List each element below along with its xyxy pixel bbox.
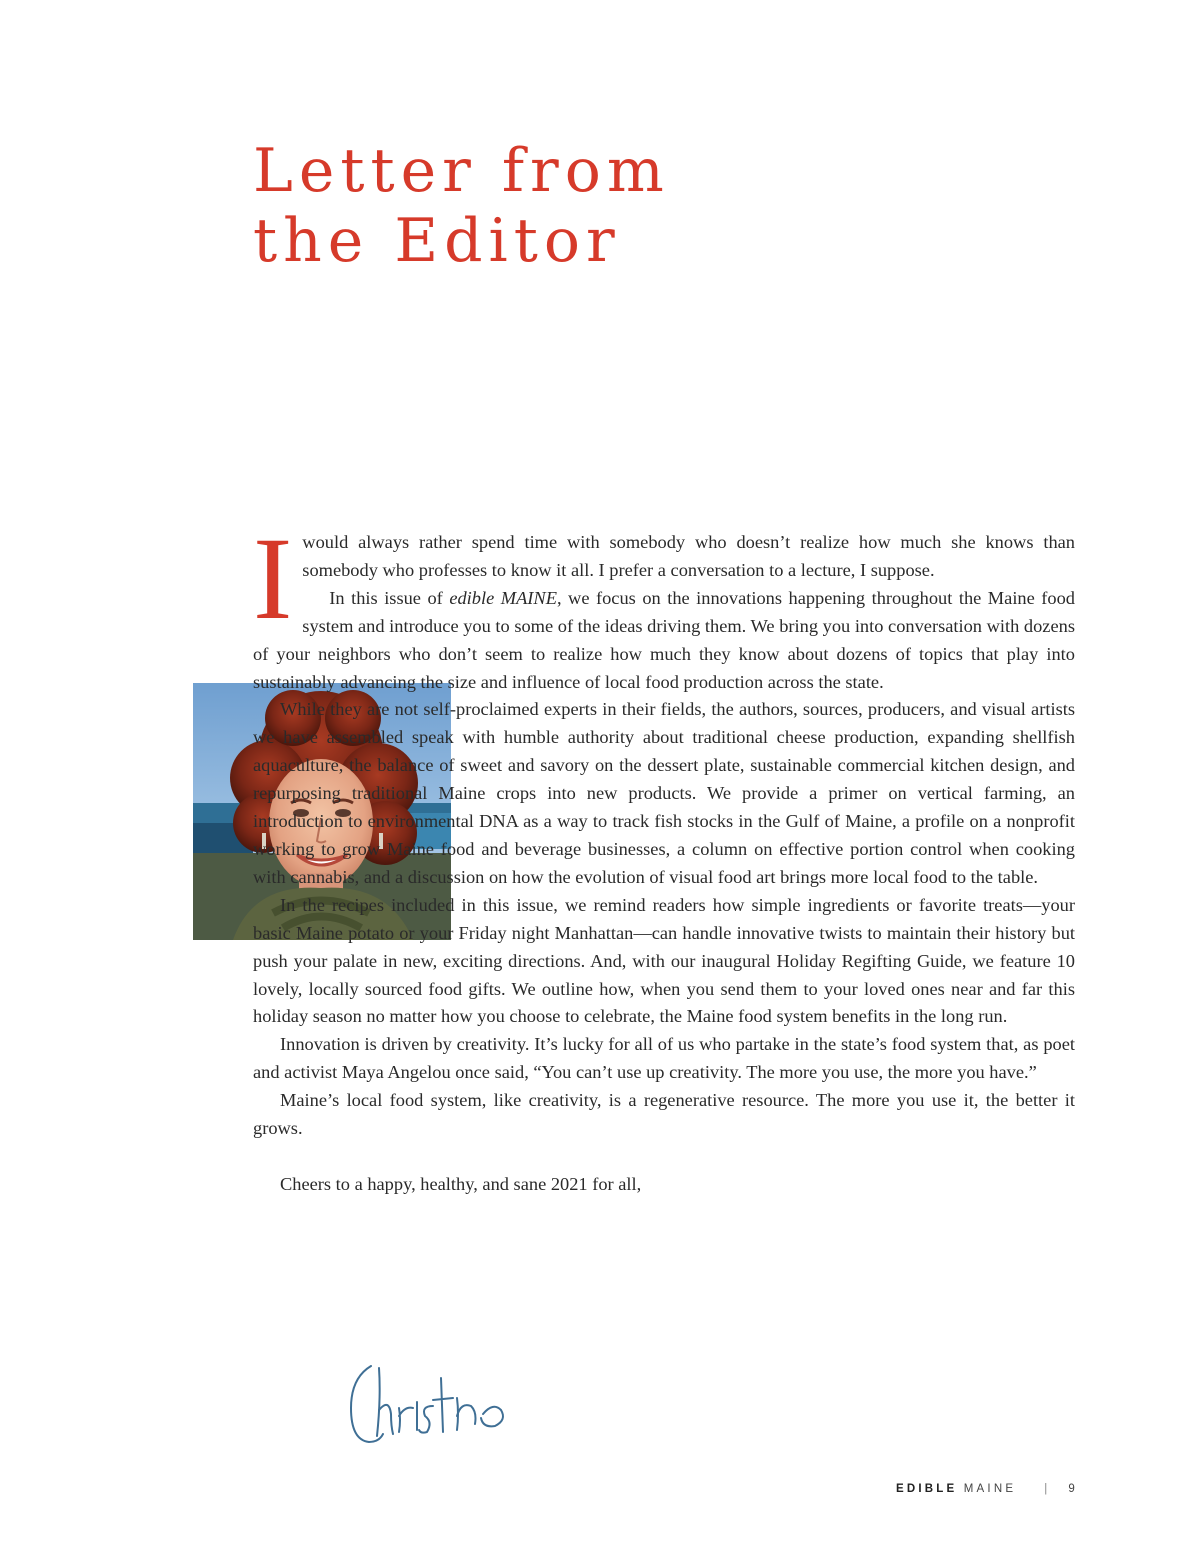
footer-separator: |: [1044, 1483, 1051, 1495]
closing-line: Cheers to a happy, healthy, and sane 2021 for all,: [280, 1173, 642, 1194]
drop-cap: I: [253, 513, 293, 644]
paragraph-2-text-a: In this issue of: [329, 587, 450, 608]
footer-region: MAINE: [957, 1483, 1017, 1495]
paragraph-2: [253, 585, 1075, 697]
page-number: 9: [1068, 1483, 1078, 1495]
page-footer: [896, 1483, 1078, 1495]
magazine-name: edible MAINE: [449, 587, 557, 608]
page-title-line-2: the Editor: [253, 206, 621, 276]
paragraph-5: Innovation is driven by creativity. It’s lucky for all of us who partake in the state’s food system that, as poet and activist Maya Angelou once said, “You can’t use up creativity. The more you use, the more you have.”: [253, 1034, 1075, 1083]
paragraph-1-text: would always rather spend time with somebody who doesn’t realize how much she knows than somebody who professes to know it all. I prefer a conversation to a lecture, I suppose.: [302, 532, 1075, 580]
paragraph-4: In the recipes included in this issue, we remind readers how simple ingredients or favorite treats—your basic Maine potato or your Friday night Manhattan—can handle innovative twists to maintain their history but push your palate in new, exciting directions. And, with our inaugural Holiday Regifting Guide, we feature 10 lovely, locally sourced food gifts. We outline how, when you send them to your loved ones near and far this holiday season no matter how you choose to celebrate, the Maine food system benefits in the long run.: [253, 894, 1075, 1027]
paragraph-3: While they are not self-proclaimed experts in their fields, the authors, sources, producers, and visual artists we have assembled speak with humble authority about traditional cheese production, expanding shellfish aquaculture, the balance of sweet and savory on the dessert plate, sustainable commercial kitchen design, and repurposing traditional Maine crops into new products. We provide a primer on vertical farming, an introduction to environmental DNA as a way to track fish stocks in the Gulf of Maine, a profile on a nonprofit working to grow Maine food and beverage businesses, a column on effective portion control when cooking with cannabis, and a discussion on how the evolution of visual food art brings more local food to the table.: [253, 699, 1075, 887]
editor-signature: [343, 1358, 513, 1450]
paragraph-6: Maine’s local food system, like creativity, is a regenerative resource. The more you use it, the better it grows.: [253, 1090, 1075, 1139]
footer-brand: EDIBLE: [896, 1483, 958, 1495]
page-title-line-1: Letter from: [253, 136, 670, 206]
letter-body: [253, 513, 1075, 1199]
page-title: [253, 136, 670, 276]
paragraph-2-text-b: , we focus on the innovations happening throughout the Maine food system and introduce you to some of the ideas driving them. We bring you into conversation with dozens of your neighbors who don’t seem to realize how much they know about dozens of topics that play into sustainably advancing the size and influence of local food production across the state.: [253, 587, 1075, 692]
